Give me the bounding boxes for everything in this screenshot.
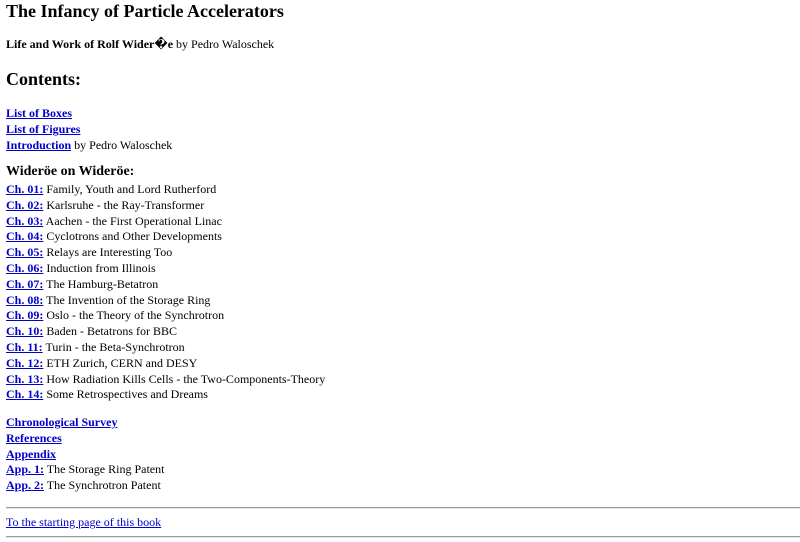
list-item — [6, 447, 164, 463]
chapter-item — [6, 229, 325, 245]
chapters-list — [6, 182, 325, 403]
chapter-title: Family, Youth and Lord Rutherford — [43, 182, 217, 196]
chapter-item — [6, 340, 325, 356]
chapter-link[interactable]: Ch. 11: — [6, 339, 43, 354]
link-app-2[interactable]: App. 2: — [6, 478, 45, 493]
chapter-link[interactable]: Ch. 02: — [6, 197, 44, 212]
chapter-link[interactable]: Ch. 04: — [6, 229, 44, 244]
link-list-of-figures[interactable]: List of Figures — [6, 121, 81, 136]
chapter-item — [6, 214, 325, 230]
subtitle-author: by Pedro Waloschek — [173, 37, 275, 51]
chapter-item — [6, 293, 325, 309]
list-item — [6, 122, 172, 138]
chapter-link[interactable]: Ch. 06: — [6, 260, 44, 275]
app-2-title: The Synchrotron Patent — [44, 478, 161, 493]
page-title: The Infancy of Particle Accelerators — [6, 1, 284, 21]
bottom-links-list — [6, 415, 164, 494]
chapter-title: How Radiation Kills Cells - the Two-Components-Theory — [43, 371, 326, 386]
divider-top — [6, 507, 800, 509]
chapter-item — [6, 198, 325, 214]
chapter-link[interactable]: Ch. 01: — [6, 182, 44, 196]
contents-heading: Contents: — [6, 69, 81, 89]
chapter-title: Some Retrospectives and Dreams — [43, 387, 208, 402]
book-subtitle — [6, 37, 274, 52]
section-heading: Wideröe on Wideröe: — [6, 164, 135, 179]
subtitle-bold: Life and Work of Rolf Wider�e — [6, 37, 174, 51]
footer — [6, 515, 161, 530]
chapter-link[interactable]: Ch. 10: — [6, 324, 44, 339]
chapter-item — [6, 182, 325, 198]
link-chronological-survey[interactable]: Chronological Survey — [6, 415, 118, 429]
link-introduction[interactable]: Introduction — [6, 137, 72, 152]
chapter-link[interactable]: Ch. 12: — [6, 355, 44, 370]
chapter-item — [6, 245, 325, 261]
list-item — [6, 106, 172, 122]
chapter-item — [6, 356, 325, 372]
chapter-link[interactable]: Ch. 14: — [6, 387, 44, 402]
link-references[interactable]: References — [6, 430, 62, 445]
chapter-link[interactable]: Ch. 08: — [6, 292, 44, 307]
chapter-item — [6, 277, 325, 293]
list-item — [6, 462, 164, 478]
top-links-list — [6, 106, 172, 153]
app-1-title: The Storage Ring Patent — [44, 462, 165, 477]
list-item — [6, 138, 172, 154]
chapter-item — [6, 387, 325, 403]
chapter-title: Cyclotrons and Other Developments — [43, 229, 222, 244]
chapter-item — [6, 324, 325, 340]
chapter-link[interactable]: Ch. 07: — [6, 276, 44, 291]
chapter-title: Turin - the Beta-Synchrotron — [42, 339, 185, 354]
chapter-link[interactable]: Ch. 03: — [6, 213, 44, 228]
link-list-of-boxes[interactable]: List of Boxes — [6, 106, 72, 120]
chapter-title: The Invention of the Storage Ring — [43, 292, 211, 307]
chapter-title: ETH Zurich, CERN and DESY — [43, 355, 198, 370]
chapter-title: The Hamburg-Betatron — [43, 276, 159, 291]
chapter-item — [6, 308, 325, 324]
chapter-title: Oslo - the Theory of the Synchrotron — [43, 308, 225, 323]
chapter-link[interactable]: Ch. 09: — [6, 308, 44, 323]
chapter-title: Baden - Betatrons for BBC — [43, 324, 177, 339]
starting-page-link[interactable]: To the starting page of this book — [6, 515, 162, 529]
chapter-title: Karlsruhe - the Ray-Transformer — [43, 197, 205, 212]
chapter-link[interactable]: Ch. 13: — [6, 371, 44, 386]
link-app-1[interactable]: App. 1: — [6, 462, 45, 477]
list-item — [6, 478, 164, 494]
chapter-link[interactable]: Ch. 05: — [6, 245, 44, 260]
chapter-item — [6, 372, 325, 388]
chapter-item — [6, 261, 325, 277]
list-item — [6, 431, 164, 447]
list-item — [6, 415, 164, 431]
link-appendix[interactable]: Appendix — [6, 446, 57, 461]
introduction-author: by Pedro Waloschek — [71, 137, 173, 152]
chapter-title: Relays are Interesting Too — [43, 245, 173, 260]
divider-bottom — [6, 536, 800, 538]
chapter-title: Aachen - the First Operational Linac — [43, 213, 222, 228]
chapter-title: Induction from Illinois — [43, 260, 156, 275]
